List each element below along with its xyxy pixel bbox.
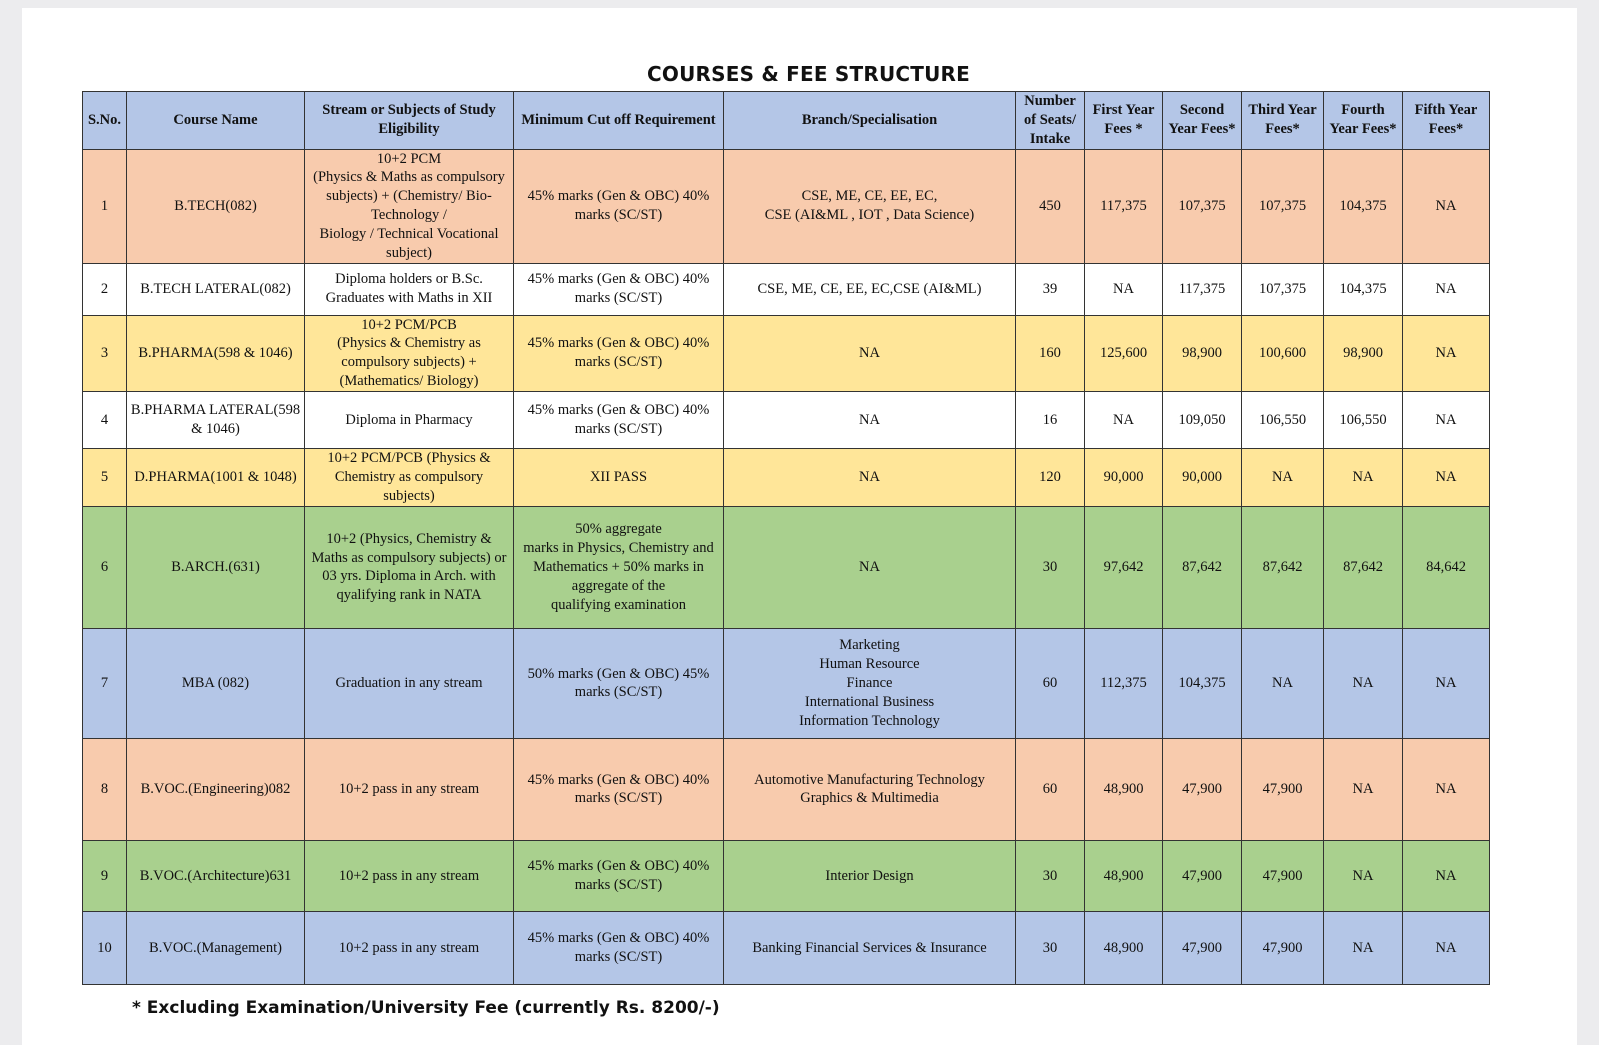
cell-sno: 9 bbox=[83, 840, 127, 911]
table-row bbox=[83, 840, 1490, 911]
cell-course: B.VOC.(Management) bbox=[127, 911, 305, 984]
cell-year3: 107,375 bbox=[1242, 263, 1324, 315]
cell-year4: 87,642 bbox=[1324, 506, 1403, 628]
cell-year5: NA bbox=[1403, 628, 1490, 738]
cell-year2: 98,900 bbox=[1163, 315, 1242, 391]
cell-year5: NA bbox=[1403, 315, 1490, 391]
cell-year3: NA bbox=[1242, 448, 1324, 506]
cell-year1: 112,375 bbox=[1085, 628, 1163, 738]
cell-sno: 3 bbox=[83, 315, 127, 391]
cell-cutoff: 45% marks (Gen & OBC) 40% marks (SC/ST) bbox=[514, 391, 724, 448]
cell-course: B.VOC.(Engineering)082 bbox=[127, 738, 305, 840]
cell-year1: 48,900 bbox=[1085, 738, 1163, 840]
table-row bbox=[83, 628, 1490, 738]
cell-sno: 4 bbox=[83, 391, 127, 448]
cell-course: B.PHARMA LATERAL(598 & 1046) bbox=[127, 391, 305, 448]
cell-stream: 10+2 pass in any stream bbox=[305, 911, 514, 984]
cell-stream: 10+2 PCM/PCB (Physics & Chemistry as compulsory subjects) + (Mathematics/ Biology) bbox=[305, 315, 514, 391]
page-title: COURSES & FEE STRUCTURE bbox=[646, 62, 971, 86]
header-sno: S.No. bbox=[83, 92, 127, 150]
cell-year2: 104,375 bbox=[1163, 628, 1242, 738]
cell-branch: CSE, ME, CE, EE, EC, CSE (AI&ML , IOT , Data Science) bbox=[724, 149, 1016, 263]
cell-branch: Interior Design bbox=[724, 840, 1016, 911]
cell-year5: 84,642 bbox=[1403, 506, 1490, 628]
cell-year3: 87,642 bbox=[1242, 506, 1324, 628]
cell-year4: NA bbox=[1324, 628, 1403, 738]
header-year2: Second Year Fees* bbox=[1163, 92, 1242, 150]
cell-stream: 10+2 PCM/PCB (Physics & Chemistry as compulsory subjects) bbox=[305, 448, 514, 506]
header-seats: Number of Seats/ Intake bbox=[1016, 92, 1085, 150]
cell-cutoff: 45% marks (Gen & OBC) 40% marks (SC/ST) bbox=[514, 738, 724, 840]
cell-branch: CSE, ME, CE, EE, EC,CSE (AI&ML) bbox=[724, 263, 1016, 315]
cell-year4: 106,550 bbox=[1324, 391, 1403, 448]
cell-year1: 48,900 bbox=[1085, 911, 1163, 984]
cell-branch: Banking Financial Services & Insurance bbox=[724, 911, 1016, 984]
cell-year2: 87,642 bbox=[1163, 506, 1242, 628]
cell-year2: 47,900 bbox=[1163, 738, 1242, 840]
header-cutoff: Minimum Cut off Requirement bbox=[514, 92, 724, 150]
cell-year1: 48,900 bbox=[1085, 840, 1163, 911]
cell-year1: 90,000 bbox=[1085, 448, 1163, 506]
cell-stream: Diploma in Pharmacy bbox=[305, 391, 514, 448]
cell-stream: Diploma holders or B.Sc. Graduates with Maths in XII bbox=[305, 263, 514, 315]
cell-year5: NA bbox=[1403, 840, 1490, 911]
cell-course: B.ARCH.(631) bbox=[127, 506, 305, 628]
cell-year5: NA bbox=[1403, 149, 1490, 263]
cell-cutoff: XII PASS bbox=[514, 448, 724, 506]
cell-year2: 107,375 bbox=[1163, 149, 1242, 263]
cell-year4: 104,375 bbox=[1324, 149, 1403, 263]
cell-course: D.PHARMA(1001 & 1048) bbox=[127, 448, 305, 506]
cell-year5: NA bbox=[1403, 738, 1490, 840]
footnote: * Excluding Examination/University Fee (currently Rs. 8200/-) bbox=[132, 998, 720, 1018]
cell-seats: 30 bbox=[1016, 840, 1085, 911]
cell-year4: NA bbox=[1324, 448, 1403, 506]
cell-branch: NA bbox=[724, 315, 1016, 391]
cell-cutoff: 45% marks (Gen & OBC) 40% marks (SC/ST) bbox=[514, 840, 724, 911]
cell-seats: 120 bbox=[1016, 448, 1085, 506]
cell-seats: 39 bbox=[1016, 263, 1085, 315]
cell-stream: Graduation in any stream bbox=[305, 628, 514, 738]
cell-year1: 97,642 bbox=[1085, 506, 1163, 628]
cell-cutoff: 45% marks (Gen & OBC) 40% marks (SC/ST) bbox=[514, 315, 724, 391]
cell-seats: 450 bbox=[1016, 149, 1085, 263]
cell-year3: 47,900 bbox=[1242, 738, 1324, 840]
cell-seats: 30 bbox=[1016, 911, 1085, 984]
cell-year2: 47,900 bbox=[1163, 840, 1242, 911]
table-row bbox=[83, 506, 1490, 628]
cell-year3: 47,900 bbox=[1242, 840, 1324, 911]
table-row bbox=[83, 315, 1490, 391]
cell-year5: NA bbox=[1403, 448, 1490, 506]
table-row bbox=[83, 911, 1490, 984]
cell-cutoff: 50% marks (Gen & OBC) 45% marks (SC/ST) bbox=[514, 628, 724, 738]
table-row bbox=[83, 391, 1490, 448]
cell-year4: NA bbox=[1324, 840, 1403, 911]
cell-branch: NA bbox=[724, 448, 1016, 506]
cell-branch: Automotive Manufacturing Technology Graphics & Multimedia bbox=[724, 738, 1016, 840]
cell-seats: 60 bbox=[1016, 628, 1085, 738]
cell-year1: 125,600 bbox=[1085, 315, 1163, 391]
cell-course: B.TECH LATERAL(082) bbox=[127, 263, 305, 315]
cell-sno: 7 bbox=[83, 628, 127, 738]
table-header-row bbox=[83, 92, 1490, 150]
cell-sno: 2 bbox=[83, 263, 127, 315]
fee-structure-table bbox=[82, 91, 1490, 985]
cell-seats: 60 bbox=[1016, 738, 1085, 840]
cell-year3: 106,550 bbox=[1242, 391, 1324, 448]
header-year1: First Year Fees * bbox=[1085, 92, 1163, 150]
table-row bbox=[83, 263, 1490, 315]
cell-cutoff: 45% marks (Gen & OBC) 40% marks (SC/ST) bbox=[514, 911, 724, 984]
cell-year4: 98,900 bbox=[1324, 315, 1403, 391]
table-row bbox=[83, 149, 1490, 263]
cell-seats: 160 bbox=[1016, 315, 1085, 391]
header-year3: Third Year Fees* bbox=[1242, 92, 1324, 150]
cell-branch: Marketing Human Resource Finance International Business Information Technology bbox=[724, 628, 1016, 738]
cell-year1: NA bbox=[1085, 391, 1163, 448]
cell-seats: 16 bbox=[1016, 391, 1085, 448]
header-year4: Fourth Year Fees* bbox=[1324, 92, 1403, 150]
cell-sno: 6 bbox=[83, 506, 127, 628]
cell-year1: 117,375 bbox=[1085, 149, 1163, 263]
cell-stream: 10+2 pass in any stream bbox=[305, 840, 514, 911]
table-row bbox=[83, 738, 1490, 840]
cell-year1: NA bbox=[1085, 263, 1163, 315]
cell-course: B.TECH(082) bbox=[127, 149, 305, 263]
cell-stream: 10+2 pass in any stream bbox=[305, 738, 514, 840]
header-year5: Fifth Year Fees* bbox=[1403, 92, 1490, 150]
cell-year3: 100,600 bbox=[1242, 315, 1324, 391]
cell-year4: 104,375 bbox=[1324, 263, 1403, 315]
cell-year2: 47,900 bbox=[1163, 911, 1242, 984]
cell-cutoff: 45% marks (Gen & OBC) 40% marks (SC/ST) bbox=[514, 263, 724, 315]
cell-year2: 117,375 bbox=[1163, 263, 1242, 315]
cell-year3: 47,900 bbox=[1242, 911, 1324, 984]
cell-branch: NA bbox=[724, 506, 1016, 628]
cell-year5: NA bbox=[1403, 391, 1490, 448]
cell-year2: 109,050 bbox=[1163, 391, 1242, 448]
cell-year5: NA bbox=[1403, 911, 1490, 984]
cell-stream: 10+2 PCM (Physics & Maths as compulsory subjects) + (Chemistry/ Bio-Technology / Biology / Technical Vocational subject) bbox=[305, 149, 514, 263]
cell-sno: 1 bbox=[83, 149, 127, 263]
document-page bbox=[22, 8, 1577, 1045]
cell-year3: 107,375 bbox=[1242, 149, 1324, 263]
cell-seats: 30 bbox=[1016, 506, 1085, 628]
cell-year4: NA bbox=[1324, 911, 1403, 984]
cell-cutoff: 50% aggregate marks in Physics, Chemistry and Mathematics + 50% marks in aggregate of the qualifying examination bbox=[514, 506, 724, 628]
header-course: Course Name bbox=[127, 92, 305, 150]
cell-stream: 10+2 (Physics, Chemistry & Maths as compulsory subjects) or 03 yrs. Diploma in Arch. with qyalifying rank in NATA bbox=[305, 506, 514, 628]
cell-sno: 5 bbox=[83, 448, 127, 506]
cell-year5: NA bbox=[1403, 263, 1490, 315]
cell-year2: 90,000 bbox=[1163, 448, 1242, 506]
cell-year3: NA bbox=[1242, 628, 1324, 738]
cell-sno: 8 bbox=[83, 738, 127, 840]
cell-year4: NA bbox=[1324, 738, 1403, 840]
header-stream: Stream or Subjects of Study Eligibility bbox=[305, 92, 514, 150]
table-row bbox=[83, 448, 1490, 506]
cell-cutoff: 45% marks (Gen & OBC) 40% marks (SC/ST) bbox=[514, 149, 724, 263]
cell-branch: NA bbox=[724, 391, 1016, 448]
cell-course: B.VOC.(Architecture)631 bbox=[127, 840, 305, 911]
header-branch: Branch/Specialisation bbox=[724, 92, 1016, 150]
cell-course: MBA (082) bbox=[127, 628, 305, 738]
cell-course: B.PHARMA(598 & 1046) bbox=[127, 315, 305, 391]
cell-sno: 10 bbox=[83, 911, 127, 984]
